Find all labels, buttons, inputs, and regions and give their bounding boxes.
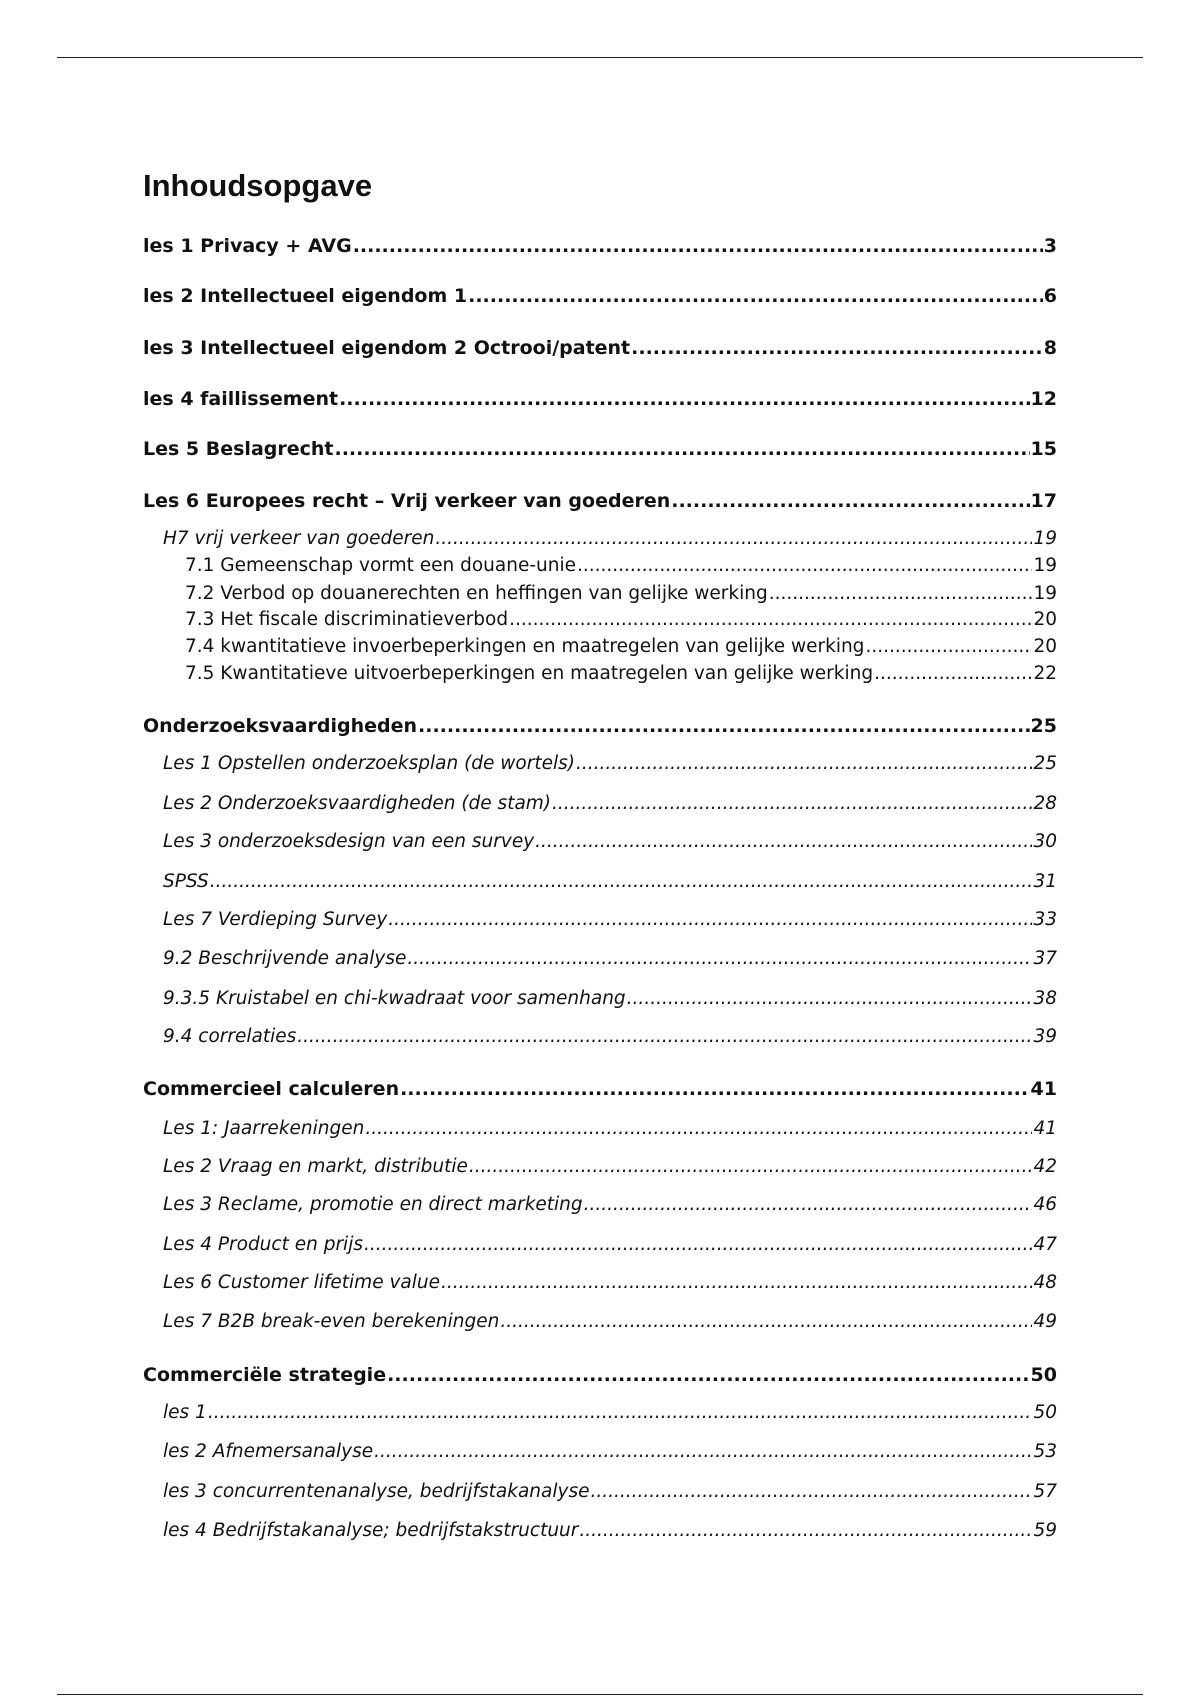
toc-leader-dots [509, 607, 1032, 633]
toc-entry[interactable] [185, 634, 1057, 660]
toc-leader-dots [874, 661, 1032, 687]
toc-leader-dots [535, 829, 1032, 855]
toc-entry-page: 25 [1030, 715, 1057, 737]
toc-entry-page: 39 [1033, 1026, 1057, 1047]
toc-entry-page: 48 [1033, 1272, 1057, 1293]
toc-entry-text: Les 5 Beslagrecht [143, 438, 334, 460]
toc-entry-page: 19 [1033, 528, 1057, 549]
toc-entry[interactable] [143, 1362, 1057, 1388]
toc-leader-dots [576, 751, 1032, 777]
toc-leader-dots [297, 1024, 1032, 1050]
toc-entry-page: 41 [1033, 1118, 1057, 1139]
toc-entry[interactable] [163, 1024, 1057, 1050]
toc-entry[interactable] [163, 986, 1057, 1012]
toc-entry-text: Les 6 Customer lifetime value [163, 1272, 440, 1293]
toc-entry[interactable] [143, 488, 1057, 514]
toc-entry-page: 8 [1043, 337, 1057, 359]
toc-entry-page: 19 [1033, 555, 1057, 576]
toc-entry-text: 9.3.5 Kruistabel en chi-kwadraat voor samenhang [163, 988, 626, 1009]
toc-entry-text: Les 3 Reclame, promotie en direct marketing [163, 1194, 583, 1215]
toc-entry-page: 31 [1033, 871, 1057, 892]
toc-leader-dots [388, 907, 1032, 933]
toc-leader-dots [468, 283, 1043, 309]
toc-entry-text: Les 7 B2B break-even berekeningen [163, 1311, 500, 1332]
toc-entry-text: Les 7 Verdieping Survey [163, 909, 388, 930]
toc-entry-page: 41 [1030, 1078, 1057, 1100]
toc-entry-page: 20 [1033, 609, 1057, 630]
toc-entry[interactable] [163, 869, 1057, 895]
toc-entry[interactable] [143, 713, 1057, 739]
toc-entry[interactable] [163, 1116, 1057, 1142]
toc-entry[interactable] [163, 1232, 1057, 1258]
toc-entry-text: les 2 Intellectueel eigendom 1 [143, 285, 468, 307]
toc-entry[interactable] [143, 386, 1057, 412]
toc-entry[interactable] [185, 607, 1057, 633]
toc-leader-dots [441, 1270, 1032, 1296]
toc-entry-text: Les 1 Opstellen onderzoeksplan (de wortels) [163, 753, 575, 774]
toc-entry[interactable] [143, 1076, 1057, 1102]
toc-entry[interactable] [163, 526, 1057, 552]
toc-entry[interactable] [163, 1270, 1057, 1296]
toc-entry[interactable] [163, 1439, 1057, 1465]
toc-leader-dots [335, 436, 1030, 462]
toc-entry-page: 42 [1033, 1156, 1057, 1177]
toc-leader-dots [671, 488, 1029, 514]
toc-entry[interactable] [163, 907, 1057, 933]
toc-entry-text: 7.2 Verbod op douanerechten en heffingen van gelijke werking [185, 583, 768, 604]
toc-entry-page: 59 [1033, 1520, 1057, 1541]
toc-entry[interactable] [163, 1154, 1057, 1180]
toc-entry-page: 17 [1030, 490, 1057, 512]
toc-entry-text: les 1 [163, 1402, 207, 1423]
bottom-rule [57, 1694, 1143, 1695]
toc-entry-page: 37 [1033, 948, 1057, 969]
toc-entry-text: les 4 Bedrijfstakanalyse; bedrijfstakstructuur [163, 1520, 579, 1541]
toc-entry-text: Les 4 Product en prijs [163, 1234, 363, 1255]
toc-leader-dots [407, 946, 1032, 972]
toc-entry-page: 57 [1033, 1481, 1057, 1502]
toc-entry[interactable] [143, 283, 1057, 309]
toc-leader-dots [631, 335, 1043, 361]
toc-entry-text: 7.3 Het fiscale discriminatieverbod [185, 609, 509, 630]
toc-leader-dots [435, 526, 1032, 552]
toc-entry-text: 7.5 Kwantitatieve uitvoerbeperkingen en maatregelen van gelijke werking [185, 663, 874, 684]
toc-entry[interactable] [143, 335, 1057, 361]
toc-entry-page: 15 [1030, 438, 1057, 460]
toc-entry-page: 38 [1033, 988, 1057, 1009]
toc-entry[interactable] [143, 233, 1057, 259]
toc-entry[interactable] [163, 1309, 1057, 1335]
toc-leader-dots [400, 1076, 1029, 1102]
toc-entry-page: 30 [1033, 831, 1057, 852]
toc-entry[interactable] [163, 1479, 1057, 1505]
toc-entry[interactable] [163, 751, 1057, 777]
toc-entry-page: 50 [1030, 1364, 1057, 1386]
toc-entry[interactable] [163, 1192, 1057, 1218]
toc-entry-page: 25 [1033, 753, 1057, 774]
toc-leader-dots [364, 1232, 1032, 1258]
toc-entry-page: 50 [1033, 1402, 1057, 1423]
toc-entry-text: 9.2 Beschrijvende analyse [163, 948, 407, 969]
toc-entry-page: 20 [1033, 636, 1057, 657]
toc-entry-text: les 3 concurrentenanalyse, bedrijfstakanalyse [163, 1481, 590, 1502]
toc-entry-text: Les 2 Onderzoeksvaardigheden (de stam) [163, 793, 552, 814]
toc-entry-page: 19 [1033, 583, 1057, 604]
toc-entry[interactable] [163, 1400, 1057, 1426]
toc-entry-text: Les 3 onderzoeksdesign van een survey [163, 831, 535, 852]
toc-entry-text: les 4 faillissement [143, 388, 339, 410]
toc-entry[interactable] [185, 581, 1057, 607]
toc-entry[interactable] [185, 553, 1057, 579]
toc-entry-page: 46 [1033, 1194, 1057, 1215]
toc-entry-page: 47 [1033, 1234, 1057, 1255]
toc-leader-dots [500, 1309, 1032, 1335]
toc-entry-text: Les 6 Europees recht – Vrij verkeer van goederen [143, 490, 671, 512]
toc-entry-page: 3 [1043, 235, 1057, 257]
toc-entry[interactable] [163, 829, 1057, 855]
toc-entry-text: Onderzoeksvaardigheden [143, 715, 418, 737]
toc-leader-dots [769, 581, 1033, 607]
toc-leader-dots [418, 713, 1030, 739]
toc-entry-text: les 1 Privacy + AVG [143, 235, 352, 257]
toc-entry[interactable] [143, 436, 1057, 462]
toc-entry-text: 9.4 correlaties [163, 1026, 297, 1047]
toc-entry-text: les 2 Afnemersanalyse [163, 1441, 374, 1462]
toc-leader-dots [469, 1154, 1033, 1180]
toc-entry-page: 12 [1030, 388, 1057, 410]
toc-entry-text: Commercieel calculeren [143, 1078, 400, 1100]
toc-entry[interactable] [185, 661, 1057, 687]
toc-leader-dots [365, 1116, 1032, 1142]
toc-entry-text: H7 vrij verkeer van goederen [163, 528, 435, 549]
toc-entry-text: SPSS [163, 871, 209, 892]
toc-entry-page: 6 [1043, 285, 1057, 307]
toc-entry-page: 49 [1033, 1311, 1057, 1332]
toc-leader-dots [590, 1479, 1032, 1505]
toc-leader-dots [387, 1362, 1029, 1388]
toc-entry-page: 22 [1033, 663, 1057, 684]
toc-leader-dots [584, 1192, 1033, 1218]
toc-entry[interactable] [163, 946, 1057, 972]
toc-leader-dots [374, 1439, 1032, 1465]
toc-leader-dots [552, 791, 1032, 817]
toc-entry-text: Commerciële strategie [143, 1364, 387, 1386]
toc-entry-text: 7.4 kwantitatieve invoerbeperkingen en maatregelen van gelijke werking [185, 636, 865, 657]
toc-entry-text: Les 1: Jaarrekeningen [163, 1118, 365, 1139]
toc-leader-dots [865, 634, 1032, 660]
toc-leader-dots [627, 986, 1033, 1012]
toc-leader-dots [208, 1400, 1033, 1426]
toc-leader-dots [339, 386, 1029, 412]
toc-entry-text: 7.1 Gemeenschap vormt een douane-unie [185, 555, 576, 576]
toc-entry-page: 53 [1033, 1441, 1057, 1462]
page-title: Inhoudsopgave [143, 168, 373, 203]
toc-leader-dots [577, 553, 1032, 579]
toc-leader-dots [579, 1518, 1032, 1544]
toc-entry-page: 28 [1033, 793, 1057, 814]
toc-entry-text: Les 2 Vraag en markt, distributie [163, 1156, 468, 1177]
toc-entry-page: 33 [1033, 909, 1057, 930]
toc-leader-dots [353, 233, 1043, 259]
toc-leader-dots [210, 869, 1033, 895]
toc-entry[interactable] [163, 1518, 1057, 1544]
toc-entry-text: les 3 Intellectueel eigendom 2 Octrooi/patent [143, 337, 631, 359]
toc-entry[interactable] [163, 791, 1057, 817]
